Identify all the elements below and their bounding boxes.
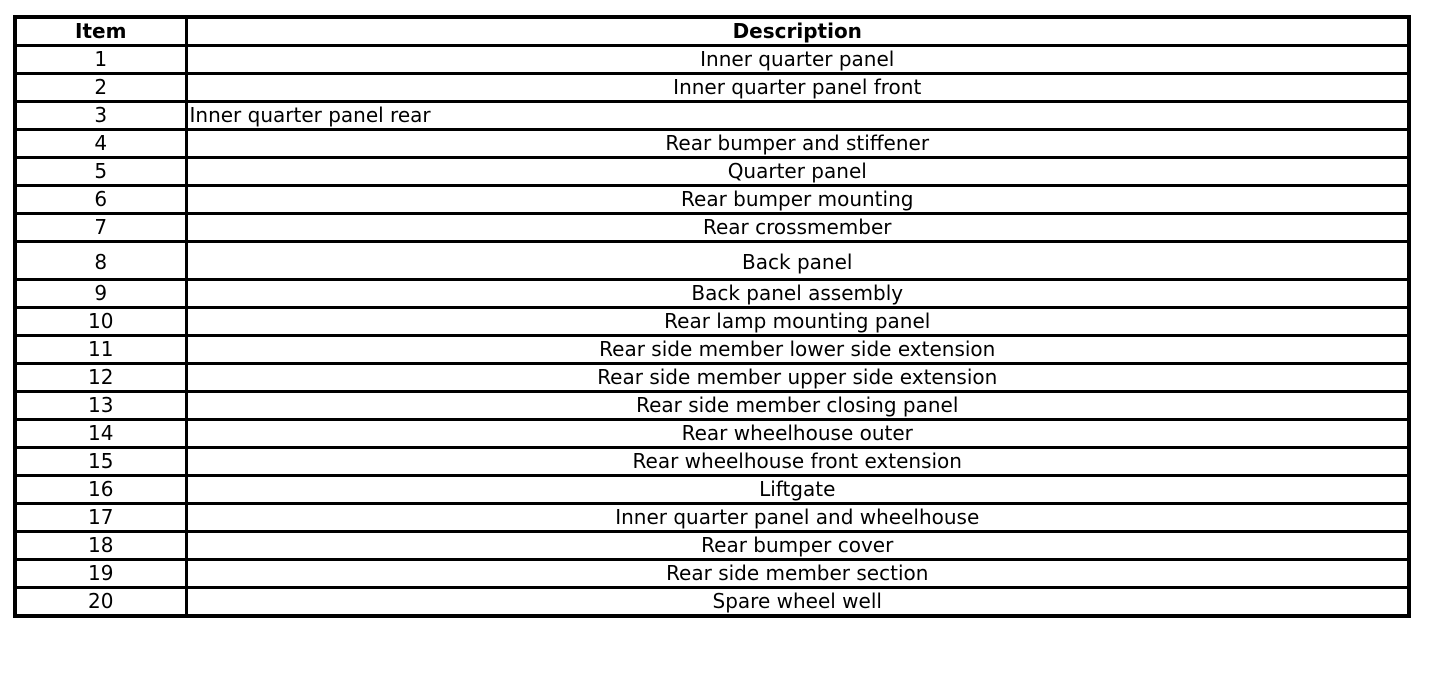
- description-cell: Rear wheelhouse front extension: [186, 448, 1409, 476]
- item-number-cell: 7: [15, 214, 186, 242]
- description-cell: Rear bumper and stiffener: [186, 130, 1409, 158]
- description-cell: Rear side member closing panel: [186, 392, 1409, 420]
- item-number-cell: 4: [15, 130, 186, 158]
- description-cell: Inner quarter panel rear: [186, 102, 1409, 130]
- table-row: [15, 336, 1409, 364]
- item-number-cell: 18: [15, 532, 186, 560]
- column-header-description: Description: [186, 17, 1409, 46]
- table-body: [15, 46, 1409, 617]
- table-row: [15, 364, 1409, 392]
- description-cell: Back panel assembly: [186, 280, 1409, 308]
- item-number-cell: 8: [15, 242, 186, 280]
- table-row: [15, 308, 1409, 336]
- description-cell: Inner quarter panel and wheelhouse: [186, 504, 1409, 532]
- item-number-cell: 6: [15, 186, 186, 214]
- description-cell: Back panel: [186, 242, 1409, 280]
- item-number-cell: 5: [15, 158, 186, 186]
- item-number-cell: 1: [15, 46, 186, 74]
- description-cell: Quarter panel: [186, 158, 1409, 186]
- table-row: [15, 588, 1409, 617]
- item-number-cell: 10: [15, 308, 186, 336]
- table-row: [15, 532, 1409, 560]
- table-row: [15, 420, 1409, 448]
- description-cell: Rear wheelhouse outer: [186, 420, 1409, 448]
- table-row: [15, 102, 1409, 130]
- description-cell: Inner quarter panel: [186, 46, 1409, 74]
- table-row: [15, 130, 1409, 158]
- description-cell: Rear bumper mounting: [186, 186, 1409, 214]
- column-header-item: Item: [15, 17, 186, 46]
- table-row: [15, 158, 1409, 186]
- item-number-cell: 15: [15, 448, 186, 476]
- table-row: [15, 186, 1409, 214]
- table-row: [15, 476, 1409, 504]
- item-number-cell: 9: [15, 280, 186, 308]
- description-cell: Rear side member lower side extension: [186, 336, 1409, 364]
- description-cell: Spare wheel well: [186, 588, 1409, 617]
- item-number-cell: 14: [15, 420, 186, 448]
- table-row: [15, 74, 1409, 102]
- description-cell: Rear lamp mounting panel: [186, 308, 1409, 336]
- item-number-cell: 17: [15, 504, 186, 532]
- item-number-cell: 12: [15, 364, 186, 392]
- table-row: [15, 280, 1409, 308]
- item-number-cell: 3: [15, 102, 186, 130]
- item-number-cell: 20: [15, 588, 186, 617]
- item-number-cell: 19: [15, 560, 186, 588]
- item-number-cell: 16: [15, 476, 186, 504]
- parts-table: [13, 15, 1411, 618]
- table-row: [15, 448, 1409, 476]
- description-cell: Liftgate: [186, 476, 1409, 504]
- table-row: [15, 242, 1409, 280]
- description-cell: Rear bumper cover: [186, 532, 1409, 560]
- table-row: [15, 392, 1409, 420]
- description-cell: Rear crossmember: [186, 214, 1409, 242]
- table-row: [15, 504, 1409, 532]
- item-number-cell: 11: [15, 336, 186, 364]
- description-cell: Rear side member section: [186, 560, 1409, 588]
- item-number-cell: 2: [15, 74, 186, 102]
- description-cell: Inner quarter panel front: [186, 74, 1409, 102]
- table-header-row: [15, 17, 1409, 46]
- item-number-cell: 13: [15, 392, 186, 420]
- description-cell: Rear side member upper side extension: [186, 364, 1409, 392]
- table-row: [15, 560, 1409, 588]
- table-row: [15, 214, 1409, 242]
- table-row: [15, 46, 1409, 74]
